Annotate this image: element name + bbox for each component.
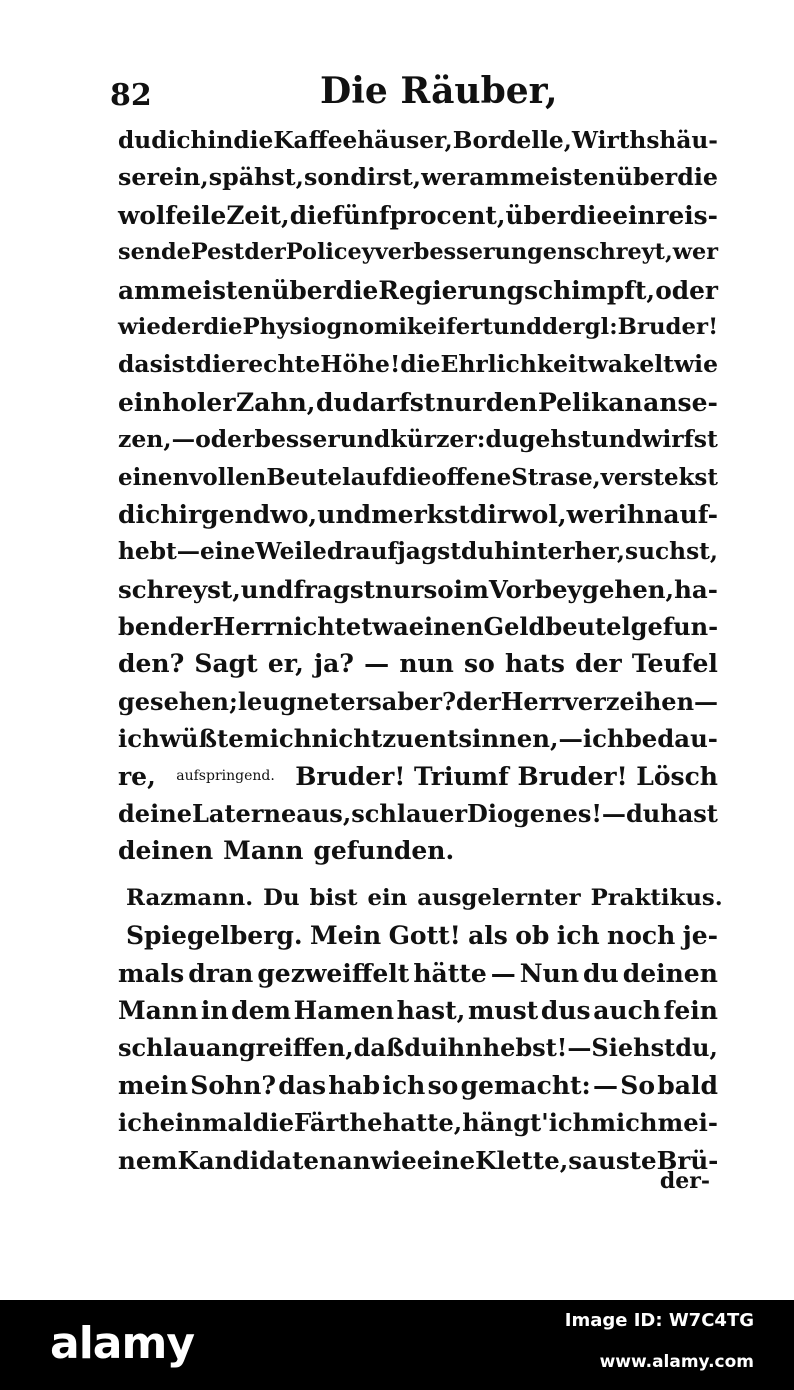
image-id-label: Image ID: W7C4TG (564, 1310, 754, 1331)
text-line: wieder die Physiognomik eifert und dergl: Bruder! (118, 313, 719, 340)
text-segment: Bruder! Triumf Bruder! Lösch (295, 761, 718, 791)
running-title: Die Räuber, (320, 70, 558, 112)
speaker-line-razmann: Razmann. Du bist ein ausgelernter Praktikus. (126, 884, 723, 911)
brand-logo: alamy (50, 1318, 194, 1369)
stage-direction: aufspringend. (176, 767, 275, 784)
text-line: deinen Mann gefunden. (118, 836, 455, 866)
site-url: www.alamy.com (599, 1352, 754, 1372)
text-line: ser ein, spähst, sondirst, wer am meisten über die (118, 163, 718, 192)
speaker-line-spiegelberg: Spiegelberg. Mein Gott! als ob ich noch je- (126, 921, 718, 951)
text-line: hebt — eine Weile drauf jagst du hinterher, suchst, (118, 538, 718, 566)
text-line: sende Pest der Policeyverbesserungen schreyt, wer (118, 239, 718, 266)
text-line: ein holer Zahn, du darfst nur den Pelikan anse- (118, 387, 718, 417)
page-header (110, 70, 710, 120)
text-line: einen vollen Beutel auf die offene Strase, verstekst (118, 463, 718, 491)
text-line: den? Sagt er, ja? — nun so hats der Teufel (118, 649, 718, 679)
catchword: der- (659, 1168, 710, 1194)
text-line: schlau angreiffen, daß du ihn hebst! — Siehst du, (118, 1033, 718, 1063)
text-line: deine Laterne aus, schlauer Diogenes! — du hast (118, 799, 718, 829)
text-line: gesehen; leugnet ers aber? der Herr verzeihen — (118, 686, 719, 716)
text-line: ich wüßte mich nicht zu entsinnen, — ich bedau- (118, 724, 718, 754)
text-line: am meisten über die Regierung schimpft, oder (118, 275, 718, 305)
body-text (118, 122, 723, 1179)
page-number: 82 (110, 78, 152, 113)
text-segment: re, (118, 761, 156, 791)
text-line: zen, — oder besser und kürzer: du gehst und wirfst (118, 425, 718, 454)
text-line: ich einmal die Färthe hatte, hängt' ich mich mei- (118, 1108, 718, 1138)
text-line: das ist die rechte Höhe! die Ehrlichkeit wakelt wie (118, 350, 718, 379)
text-line: ben der Herr nicht etwa einen Geldbeutel gefun- (118, 612, 719, 642)
text-line: du dich in die Kaffeehäuser, Bordelle, Wirthshäu- (118, 127, 718, 154)
text-line: mein Sohn? das hab ich so gemacht: — So bald (118, 1070, 718, 1100)
text-line: Mann in dem Hamen hast, must dus auch fein (118, 995, 718, 1025)
text-line: dich irgendwo, und merkst dir wol, wer ihn auf- (118, 499, 718, 529)
text-line: mals dran gezweiffelt hätte — Nun du deinen (118, 958, 718, 988)
watermark-footer (0, 1300, 794, 1390)
text-line-stage-direction (118, 758, 718, 795)
text-line: nem Kandidaten an wie eine Klette, sauste Brü- (118, 1145, 719, 1175)
text-line: wolfeile Zeit, die fünf pro cent, über die einreis- (118, 200, 718, 230)
text-line: schreyst, und fragst nur so im Vorbeygehen, ha- (118, 574, 718, 604)
